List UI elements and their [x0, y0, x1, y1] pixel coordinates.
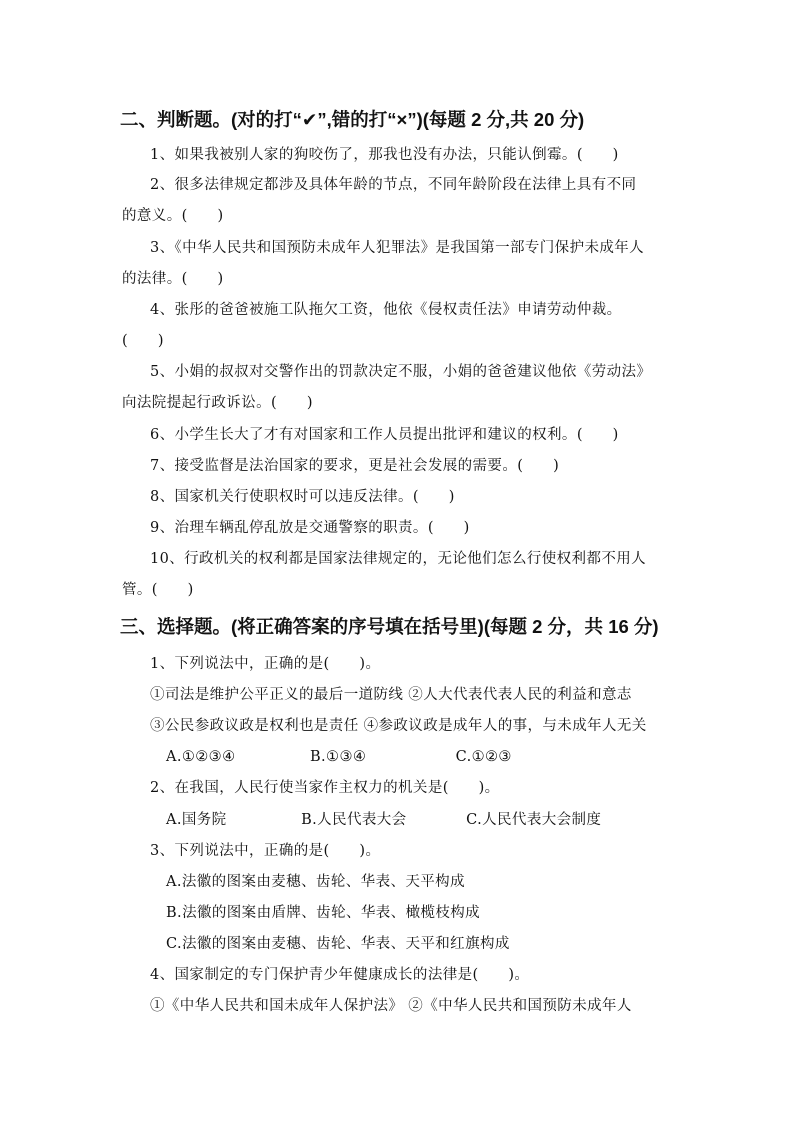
judge-item-5: 5、小娟的叔叔对交警作出的罚款决定不服，小娟的爸爸建议他依《劳动法》 — [150, 364, 652, 380]
choice-item-3: 3、下列说法中，正确的是( )。 — [150, 843, 381, 859]
choice-item-2: 2、在我国，人民行使当家作主权力的机关是( )。 — [150, 780, 500, 796]
judge-item-3-cont: 的法律。( ) — [122, 271, 224, 287]
choice-item-3-option-c: C.法徽的图案由麦穗、齿轮、华表、天平和红旗构成 — [166, 936, 510, 952]
judge-item-10: 10、行政机关的权利都是国家法律规定的，无论他们怎么行使权利都不用人 — [150, 551, 647, 567]
judge-item-7: 7、接受监督是法治国家的要求，更是社会发展的需要。( ) — [150, 458, 560, 474]
judge-item-5-cont: 向法院提起行政诉讼。( ) — [122, 395, 313, 411]
judge-item-6: 6、小学生长大了才有对国家和工作人员提出批评和建议的权利。( ) — [150, 427, 619, 443]
choice-item-4-statements: ①《中华人民共和国未成年人保护法》 ②《中华人民共和国预防未成年人 — [150, 998, 632, 1014]
judge-item-1: 1、如果我被别人家的狗咬伤了，那我也没有办法，只能认倒霉。( ) — [150, 147, 619, 163]
choice-item-2-options: A.国务院 B.人民代表大会 C.人民代表大会制度 — [166, 812, 602, 828]
choice-item-1-options: A.①②③④ B.①③④ C.①②③ — [166, 749, 512, 765]
judge-item-2: 2、很多法律规定都涉及具体年龄的节点，不同年龄阶段在法律上具有不同 — [150, 177, 637, 193]
section-judge-heading: 二、判断题。(对的打“✔”,错的打“×”)(每题 2 分,共 20 分) — [120, 109, 585, 130]
judge-item-9: 9、治理车辆乱停乱放是交通警察的职责。( ) — [150, 520, 470, 536]
judge-item-10-cont: 管。( ) — [122, 582, 194, 598]
section-choice-heading: 三、选择题。(将正确答案的序号填在括号里)(每题 2 分，共 16 分) — [120, 616, 659, 637]
judge-item-3: 3、《中华人民共和国预防未成年人犯罪法》是我国第一部专门保护未成年人 — [150, 240, 645, 256]
choice-item-3-option-a: A.法徽的图案由麦穗、齿轮、华表、天平构成 — [166, 874, 465, 890]
judge-item-4: 4、张彤的爸爸被施工队拖欠工资，他依《侵权责任法》申请劳动仲裁。 — [150, 302, 622, 318]
choice-item-1-statements-a: ①司法是维护公平正义的最后一道防线 ②人大代表代表人民的利益和意志 — [150, 687, 632, 703]
judge-item-8: 8、国家机关行使职权时可以违反法律。( ) — [150, 489, 455, 505]
choice-item-1: 1、下列说法中，正确的是( )。 — [150, 656, 381, 672]
choice-item-3-option-b: B.法徽的图案由盾牌、齿轮、华表、橄榄枝构成 — [166, 905, 481, 921]
choice-item-1-statements-b: ③公民参政议政是权利也是责任 ④参政议政是成年人的事，与未成年人无关 — [150, 718, 647, 734]
judge-item-4-cont: ( ) — [122, 333, 164, 349]
judge-item-2-cont: 的意义。( ) — [122, 208, 224, 224]
choice-item-4: 4、国家制定的专门保护青少年健康成长的法律是( )。 — [150, 967, 530, 983]
